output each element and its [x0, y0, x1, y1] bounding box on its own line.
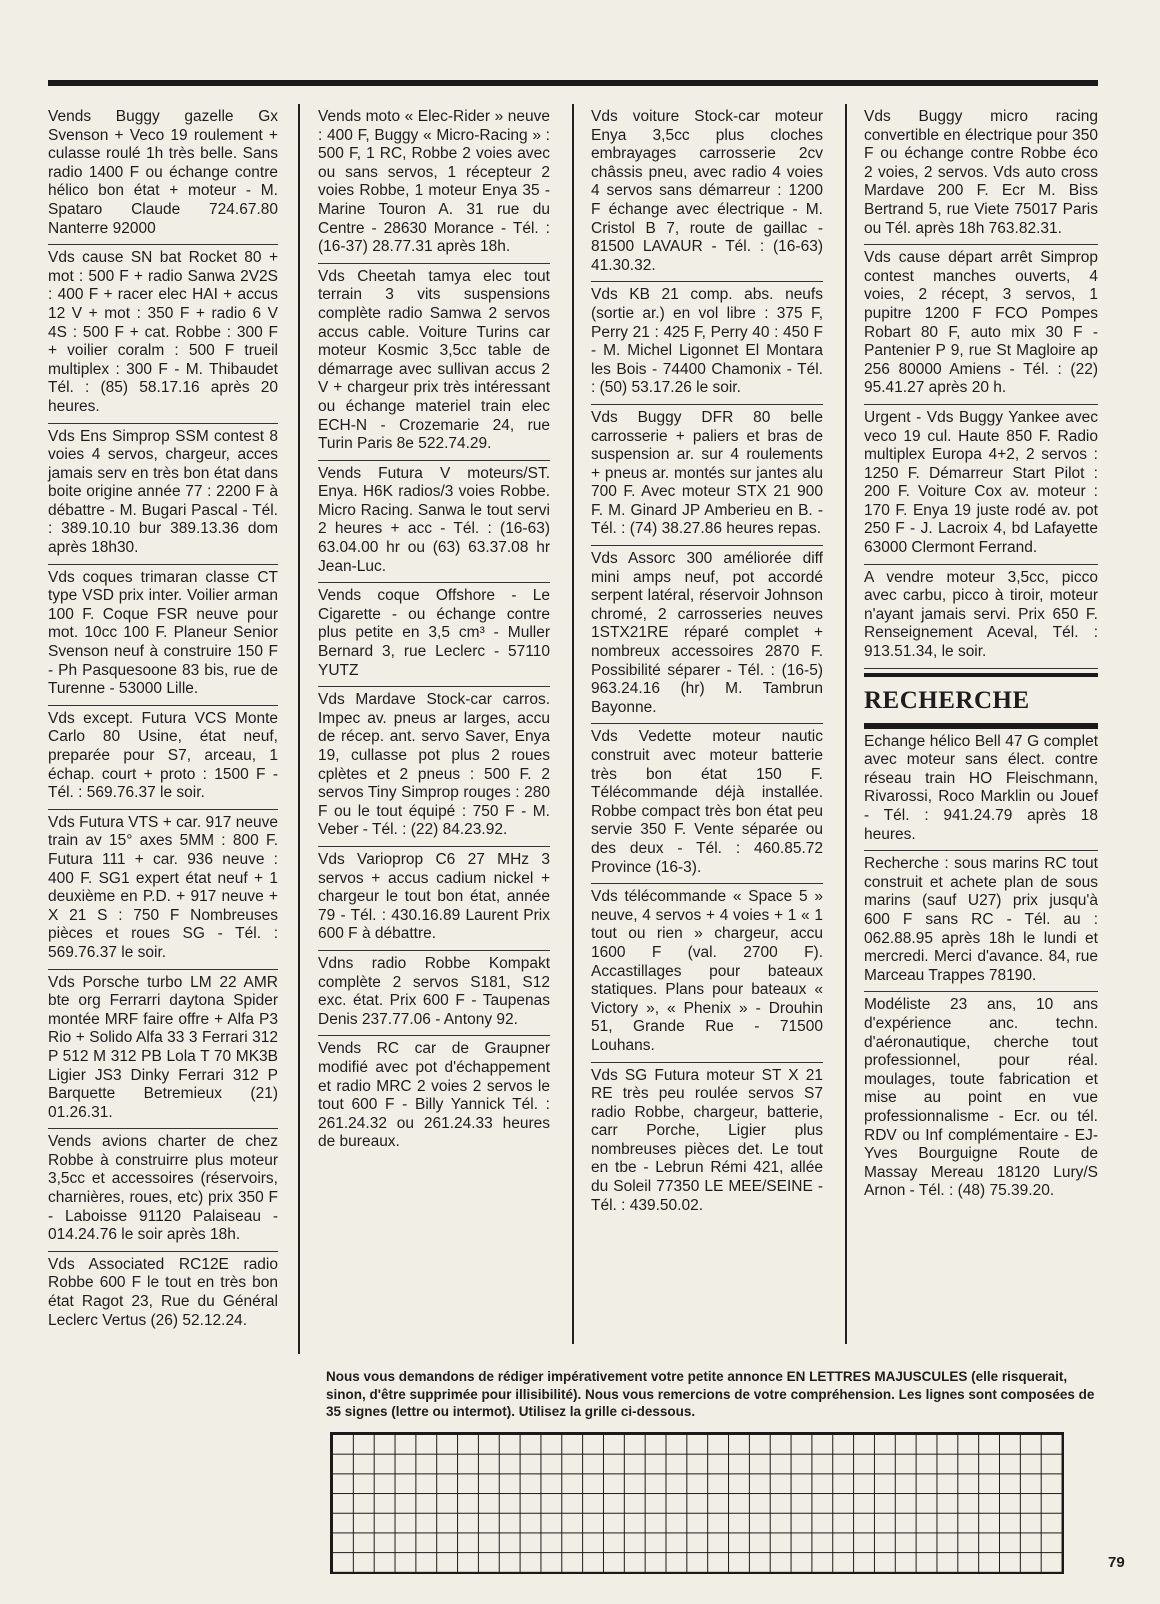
classified-ad: Vds Assorc 300 améliorée diff mini amps neuf, pot accordé serpent latéral, réservoir Johnson chromé, 2 carrosseries neuves 1STX21RE réparé complet + nombreux accessoires 2870 F. Possibilité séparer - Tél. : (16-5) 963.24.16 (hr) M. Tambrun Bayonne.: [591, 546, 823, 724]
wanted-ad: Recherche : sous marins RC tout construit et achete plan de sous marins (sauf U27) prix jusqu'à 600 F sans RC - Tél. au : 062.88.95 après 18h le lundi et mercredi. Merci d'avance. 84, rue Marceau Trappes 78190.: [864, 851, 1098, 992]
classified-ad: Vds cause SN bat Rocket 80 + mot : 500 F + radio Sanwa 2V2S : 400 F + racer elec HAI + accus 12 V + mot : 350 F + radio 6 V 4S : 500 F + cat. Robbe : 300 F + voilier coralm : 500 F trueil multiplex : 300 F - M. Thibaudet Tél. : (85) 58.17.16 après 20 heures.: [48, 245, 278, 423]
classified-ad: Vds except. Futura VCS Monte Carlo 80 Usine, état neuf, preparée pour S7, arceau, 1 échap. court + proto : 1500 F - Tél. : 569.76.37 le soir.: [48, 706, 278, 810]
column-1: [48, 104, 278, 1336]
classified-ad: Vds Cheetah tamya elec tout terrain 3 vits suspensions complète radio Samwa 2 servos accus cable. Voiture Turins car moteur Kosmic 3,5cc table de démarrage avec sullivan accus 2 V + chargeur prix très intéressant ou échange materiel train elec ECH-N - Crozemarie 24, rue Turin Paris 8e 522.74.29.: [318, 264, 550, 461]
classified-ad: Vds Porsche turbo LM 22 AMR bte org Ferrarri daytona Spider montée MRF faire offre + Alfa P3 Rio + Solido Alfa 33 3 Ferrari 312 P 512 M 312 PB Lola T 70 MK3B Ligier JS3 Dinky Ferrari 312 P Barquette Betremieux (21) 01.26.31.: [48, 970, 278, 1130]
classified-ad: Vends Buggy gazelle Gx Svenson + Veco 19 roulement + culasse roulé 1h très belle. Sans radio 1400 F ou échange contre hélico bon état + moteur - M. Spataro Claude 724.67.80 Nanterre 92000: [48, 104, 278, 245]
entry-grid[interactable]: [330, 1432, 1064, 1574]
instructions-notice: Nous vous demandons de rédiger impérativement votre petite annonce EN LETTRES MAJUSCULES (elle risquerait, sinon, d'être supprimée pour illisibilité). Nous vous remercions de votre compréhension. Les lignes sont composées de 35 signes (lettre ou intermot). Utilisez la grille ci-dessous.: [326, 1369, 1095, 1419]
classified-ad: Vdns radio Robbe Kompakt complète 2 servos S181, S12 exc. état. Prix 600 F - Taupenas Denis 237.77.06 - Antony 92.: [318, 951, 550, 1036]
classified-ad: Vds voiture Stock-car moteur Enya 3,5cc plus cloches embrayages carrosserie 2cv châssis pneu, avec radio 4 voies 4 servos sans démarreur : 1200 F échange avec électrique - M. Cristol B 7, route de gaillac - 81500 LAVAUR - Tél. : (16-63) 41.30.32.: [591, 104, 823, 282]
classified-ad: Vds télécommande « Space 5 » neuve, 4 servos + 4 voies + 1 « 1 tout ou rien » chargeur, accu 1600 F (val. 2700 F). Accastillages pour bateaux statiques. Plans pour bateaux « Victory », « Phenix » - Drouhin 51, Grande Rue - 71500 Louhans.: [591, 884, 823, 1062]
wanted-ad: Modéliste 23 ans, 10 ans d'expérience anc. techn. d'aéronautique, cherche tout professionnel, pour réal. moulages, toute fabrication et mise au point en vue professionnalisme - Ecr. ou tél. RDV ou Inf complémentaire - EJ-Yves Bourguigne Route de Massay Mereau 18120 Lury/S Arnon - Tél. : (48) 75.39.20.: [864, 996, 1098, 1200]
classified-ad: Vds KB 21 comp. abs. neufs (sortie ar.) en vol libre : 375 F, Perry 21 : 425 F, Perry 40 : 450 F - M. Michel Ligonnet El Montara les Bois - 74400 Chamonix - Tél. : (50) 53.17.26 le soir.: [591, 282, 823, 405]
classified-ad: Vds Buggy DFR 80 belle carrosserie + paliers et bras de suspension ar. sur 4 roulements + pneus ar. montés sur jantes alu 700 F. Avec moteur STX 21 900 F. M. Ginard JP Amberieu en B. - Tél. : (74) 38.27.86 heures repas.: [591, 405, 823, 546]
classified-ad: Vds Varioprop C6 27 MHz 3 servos + accus cadium nickel + chargeur le tout bon état, année 79 - Tél. : 430.16.89 Laurent Prix 600 F à débattre.: [318, 847, 550, 951]
column-divider: [845, 104, 847, 1344]
classified-ad: Vds Vedette moteur nautic construit avec moteur batterie très bon état 150 F. Télécommande déjà installée. Robbe compact très bon état peu servie 350 F. Vente séparée ou des deux - Tél. : 460.85.72 Province (16-3).: [591, 724, 823, 884]
column-divider: [572, 104, 574, 1344]
classified-ad: A vendre moteur 3,5cc, picco avec carbu, picco à tiroir, moteur n'ayant jamais servi. Prix 650 F. Renseignement Aceval, Tél. : 913.51.34, le soir.: [864, 565, 1098, 669]
classified-ad: Vds coques trimaran classe CT type VSD prix inter. Voilier arman 100 F. Coque FSR neuve pour mot. 10cc 100 F. Planeur Senior Svenson neuf à construire 150 F - Ph Pasquesoone 83 bis, rue de Turenne - 53000 Lille.: [48, 565, 278, 706]
column-4: [864, 104, 1098, 1207]
classified-ad: Vends moto « Elec-Rider » neuve : 400 F, Buggy « Micro-Racing » : 500 F, 1 RC, Robbe 2 voies avec ou sans servos, 1 récepteur 2 voies Robbe, 1 moteur Enya 35 - Marine Touron A. 31 rue du Centre - 28630 Morance - Tél. : (16-37) 28.77.31 après 18h.: [318, 104, 550, 264]
column-2: [318, 104, 550, 1158]
page-number: 79: [1108, 1554, 1125, 1571]
classified-ad: Vds SG Futura moteur ST X 21 RE très peu roulée servos S7 radio Robbe, chargeur, batterie, carr Porche, Ligier plus nombreuses pièces det. Le tout en tbe - Lebrun Rémi 421, allée du Soleil 77350 LE MEE/SEINE - Tél. : 439.50.02.: [591, 1066, 823, 1214]
top-rule: [48, 80, 1098, 86]
classified-ad: Vends RC car de Graupner modifié avec pot d'échappement et radio MRC 2 voies 2 servos le tout 600 F - Billy Yannick Tél. : 261.24.32 ou 261.24.33 heures de bureaux.: [318, 1040, 550, 1151]
classified-ad: Vds Buggy micro racing convertible en électrique pour 350 F ou échange contre Robbe éco 2 voies, 2 servos. Vds auto cross Mardave 200 F. Ecr M. Biss Bertrand 5, rue Viete 75017 Paris ou Tél. après 18h 763.82.31.: [864, 104, 1098, 245]
wanted-ad: Echange hélico Bell 47 G complet avec moteur sans élect. contre réseau train HO Fleischmann, Rivarossi, Roco Marklin ou Jouef - Tél. : 941.24.79 après 18 heures.: [864, 729, 1098, 852]
classified-ad: Vends coque Offshore - Le Cigarette - ou échange contre plus petite en 3,5 cm³ - Muller Bernard 3, rue Leclerc - 57110 YUTZ: [318, 583, 550, 687]
classified-ad: Vds Ens Simprop SSM contest 8 voies 4 servos, chargeur, acces jamais serv en très bon état dans boite origine année 77 : 2200 F à débattre - M. Bugari Pascal - Tél. : 389.10.10 bur 389.13.36 dom après 18h30.: [48, 424, 278, 565]
classified-ad: Vds Associated RC12E radio Robbe 600 F le tout en très bon état Ragot 23, Rue du Général Leclerc Vertus (26) 52.12.24.: [48, 1255, 278, 1329]
classified-ad: Vds Mardave Stock-car carros. Impec av. pneus ar larges, accu de récep. ant. servo Saver, Enya 19, cullasse pot plus 2 roues cplètes et 2 pneus : 500 F. 2 servos Tiny Simprop rouges : 280 F ou le tout équipé : 750 F - M. Veber - Tél. : (22) 84.23.92.: [318, 687, 550, 847]
classified-ad: Vds Futura VTS + car. 917 neuve train av 15° axes 5MM : 800 F. Futura 111 + car. 936 neuve : 400 F. SG1 expert état neuf + 1 deuxième en P.D. + 917 neuve + X 21 S : 750 F Nombreuses pièces et roues SG - Tél. : 569.76.37 le soir.: [48, 810, 278, 970]
column-divider: [298, 104, 300, 1354]
classified-ad: Urgent - Vds Buggy Yankee avec veco 19 cul. Haute 850 F. Radio multiplex Europa 4+2, 2 servos : 1250 F. Démarreur Start Pilot : 200 F. Voiture Cox av. moteur : 170 F. Enya 19 juste rodé av. pot 250 F - J. Lacroix 4, bd Lafayette 63000 Clermont Ferrand.: [864, 405, 1098, 565]
classified-ad: Vends avions charter de chez Robbe à construirre plus moteur 3,5cc et accessoires (réservoirs, charnières, roues, etc) prix 350 F - Laboisse 91120 Palaiseau - 014.24.76 le soir après 18h.: [48, 1129, 278, 1252]
classified-ad: Vends Futura V moteurs/ST. Enya. H6K radios/3 voies Robbe. Micro Racing. Sanwa le tout servi 2 heures + acc - Tél. : (16-63) 63.04.00 hr ou (63) 63.37.08 hr Jean-Luc.: [318, 461, 550, 584]
recherche-heading: RECHERCHE: [864, 673, 1098, 729]
classified-ad: Vds cause départ arrêt Simprop contest manches ouverts, 4 voies, 2 récept, 3 servos, 1 pupitre 1200 F FCO Pompes Robart 80 F, auto mix 30 F - Pantenier P 9, rue St Magloire ap 256 80000 Amiens - Tél. : (22) 95.41.27 après 20 h.: [864, 245, 1098, 405]
column-3: [591, 104, 823, 1221]
